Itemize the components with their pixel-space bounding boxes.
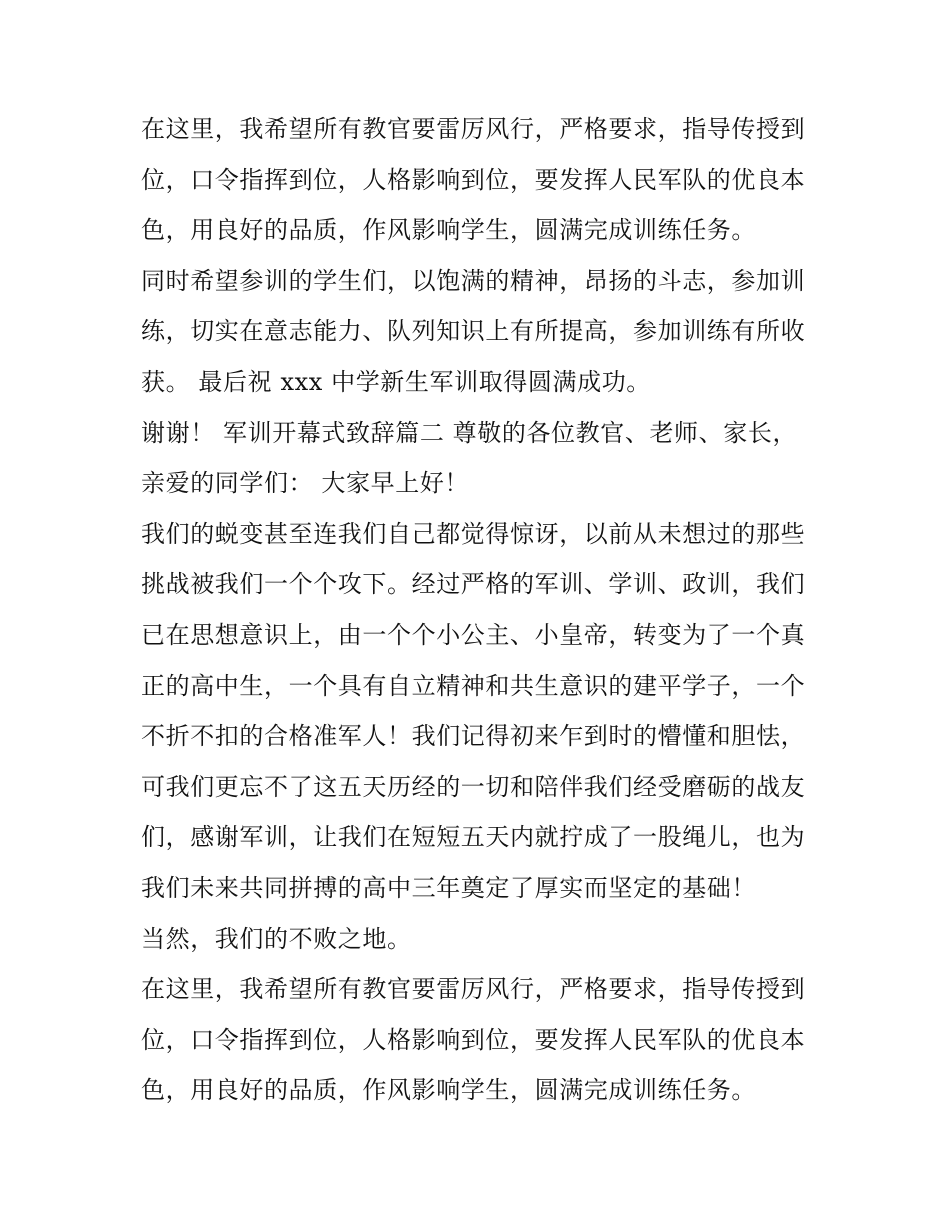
text-line: 我们的蜕变甚至连我们自己都觉得惊讶，以前从未想过的那些 bbox=[141, 519, 806, 548]
text-line: 色，用良好的品质，作风影响学生，圆满完成训练任务。 bbox=[141, 1076, 756, 1105]
text-line: 色，用良好的品质，作风影响学生，圆满完成训练任务。 bbox=[141, 216, 756, 245]
text-line: 在这里，我希望所有教官要雷厉风行，严格要求，指导传授到 bbox=[141, 115, 806, 143]
text-line: 获。 最后祝 xxx 中学新生军训取得圆满成功。 bbox=[141, 367, 651, 396]
text-line: 不折不扣的合格准军人！我们记得初来乍到时的懵懂和胆怯， bbox=[141, 722, 806, 751]
text-line: 当然，我们的不败之地。 bbox=[141, 924, 412, 953]
text-line: 同时希望参训的学生们，以饱满的精神，昂扬的斗志，参加训 bbox=[141, 266, 806, 295]
text-line: 正的高中生，一个具有自立精神和共生意识的建平学子，一个 bbox=[141, 671, 806, 700]
text-line: 练，切实在意志能力、队列知识上有所提高，参加训练有所收 bbox=[141, 317, 806, 346]
text-line: 亲爱的同学们： 大家早上好！ bbox=[141, 469, 470, 498]
text-line: 位，口令指挥到位，人格影响到位，要发挥人民军队的优良本 bbox=[141, 165, 806, 194]
text-line: 已在思想意识上，由一个个小公主、小皇帝，转变为了一个真 bbox=[141, 620, 806, 649]
text-line: 我们未来共同拼搏的高中三年奠定了厚实而坚定的基础！ bbox=[141, 873, 756, 902]
text-line: 可我们更忘不了这五天历经的一切和陪伴我们经受磨砺的战友 bbox=[141, 772, 806, 801]
body-text bbox=[141, 104, 813, 1116]
text-line: 们，感谢军训，让我们在短短五天内就拧成了一股绳儿，也为 bbox=[141, 823, 806, 852]
text-line: 挑战被我们一个个攻下。经过严格的军训、学训、政训，我们 bbox=[141, 570, 806, 599]
text-line: 在这里，我希望所有教官要雷厉风行，严格要求，指导传授到 bbox=[141, 975, 806, 1004]
text-line: 谢谢！ 军训开幕式致辞篇二 尊敬的各位教官、老师、家长， bbox=[141, 418, 798, 447]
text-line: 位，口令指挥到位，人格影响到位，要发挥人民军队的优良本 bbox=[141, 1025, 806, 1054]
